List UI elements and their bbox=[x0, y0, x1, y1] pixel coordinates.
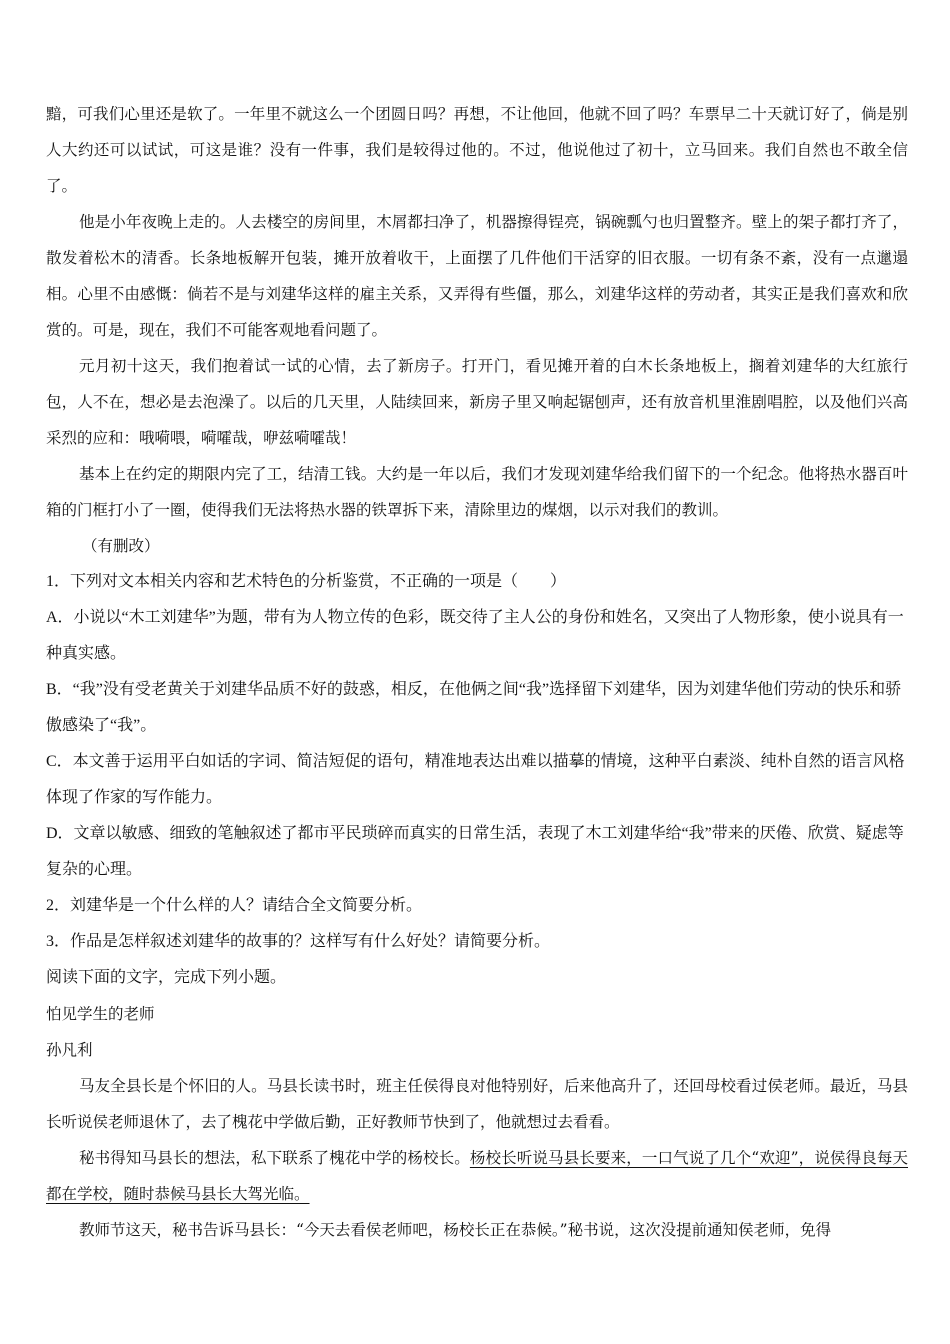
reading-instruction: 阅读下面的文字，完成下列小题。 bbox=[46, 969, 287, 986]
story-paragraph: 他是小年夜晚上走的。人去楼空的房间里，木屑都扫净了，机器擦得锃亮，锅碗瓢勺也归置整齐。壁上的架子都打齐了，散发着松木的清香。长条地板解开包装，摊开放着收干，上面摆了几件他们干活穿的旧衣服。一切有条不紊，没有一点邋遢相。心里不由感慨：倘若不是与刘建华这样的雇主关系，又弄得有些僵，那么，刘建华这样的劳动者，其实正是我们喜欢和欣赏的。可是，现在，我们不可能客观地看问题了。 bbox=[46, 213, 908, 339]
option-a: A．小说以“木工刘建华”为题，带有为人物立传的色彩，既交待了主人公的身份和姓名，又突出了人物形象，使小说具有一种真实感。 bbox=[46, 609, 904, 662]
underlined-sentence: 杨校长听说马县长要来，一口气说了几个“欢迎”，说侯得良每天都在学校，随时恭候马县长大驾光临。 bbox=[46, 1149, 908, 1203]
option-b: B．“我”没有受老黄关于刘建华品质不好的鼓惑，相反，在他俩之间“我”选择留下刘建华，因为刘建华他们劳动的快乐和骄傲感染了“我”。 bbox=[46, 681, 902, 734]
question-3: 3．作品是怎样叙述刘建华的故事的？这样写有什么好处？请简要分析。 bbox=[46, 933, 551, 950]
paragraph-text: 秘书得知马县长的想法，私下联系了槐花中学的杨校长。 bbox=[79, 1149, 470, 1167]
option-d: D．文章以敏感、细致的笔触叙述了都市平民琐碎而真实的日常生活，表现了木工刘建华给“我”带来的厌倦、欣赏、疑虑等复杂的心理。 bbox=[46, 825, 904, 878]
document-page bbox=[46, 96, 908, 1248]
story-paragraph: 教师节这天，秘书告诉马县长：“今天去看侯老师吧，杨校长正在恭候。”秘书说，这次没提前通知侯老师，免得 bbox=[79, 1221, 832, 1239]
story-author: 孙凡利 bbox=[46, 1041, 93, 1059]
story-paragraph bbox=[46, 1140, 908, 1212]
story-paragraph: 黯，可我们心里还是软了。一年里不就这么一个团圆日吗？再想，不让他回，他就不回了吗？车票早二十天就订好了，倘是别人大约还可以试试，可这是谁？没有一件事，我们是较得过他的。不过，他说他过了初十，立马回来。我们自然也不敢全信了。 bbox=[46, 105, 908, 195]
story-title: 怕见学生的老师 bbox=[46, 1005, 155, 1023]
story-paragraph: 基本上在约定的期限内完了工，结清工钱。大约是一年以后，我们才发现刘建华给我们留下的一个纪念。他将热水器百叶箱的门框打小了一圈，使得我们无法将热水器的铁罩拆下来，清除里边的煤烟，以示对我们的教训。 bbox=[46, 465, 908, 519]
story-paragraph: 马友全县长是个怀旧的人。马县长读书时，班主任侯得良对他特别好，后来他高升了，还回母校看过侯老师。最近，马县长听说侯老师退休了，去了槐花中学做后勤，正好教师节快到了，他就想过去看看。 bbox=[46, 1077, 908, 1131]
story-paragraph: 元月初十这天，我们抱着试一试的心情，去了新房子。打开门，看见摊开着的白木长条地板上，搁着刘建华的大红旅行包，人不在，想必是去泡澡了。以后的几天里，人陆续回来，新房子里又响起锯刨声，还有放音机里淮剧唱腔，以及他们兴高采烈的应和：哦嗬喂，嗬嚯哉，咿兹嗬嚯哉！ bbox=[46, 357, 908, 447]
option-c: C．本文善于运用平白如话的字词、简洁短促的语句，精准地表达出难以描摹的情境，这种平白素淡、纯朴自然的语言风格体现了作家的写作能力。 bbox=[46, 753, 905, 806]
question-1: 1．下列对文本相关内容和艺术特色的分析鉴赏，不正确的一项是（ ） bbox=[46, 573, 567, 590]
question-2: 2．刘建华是一个什么样的人？请结合全文简要分析。 bbox=[46, 897, 423, 914]
edit-note: （有删改） bbox=[82, 537, 160, 555]
